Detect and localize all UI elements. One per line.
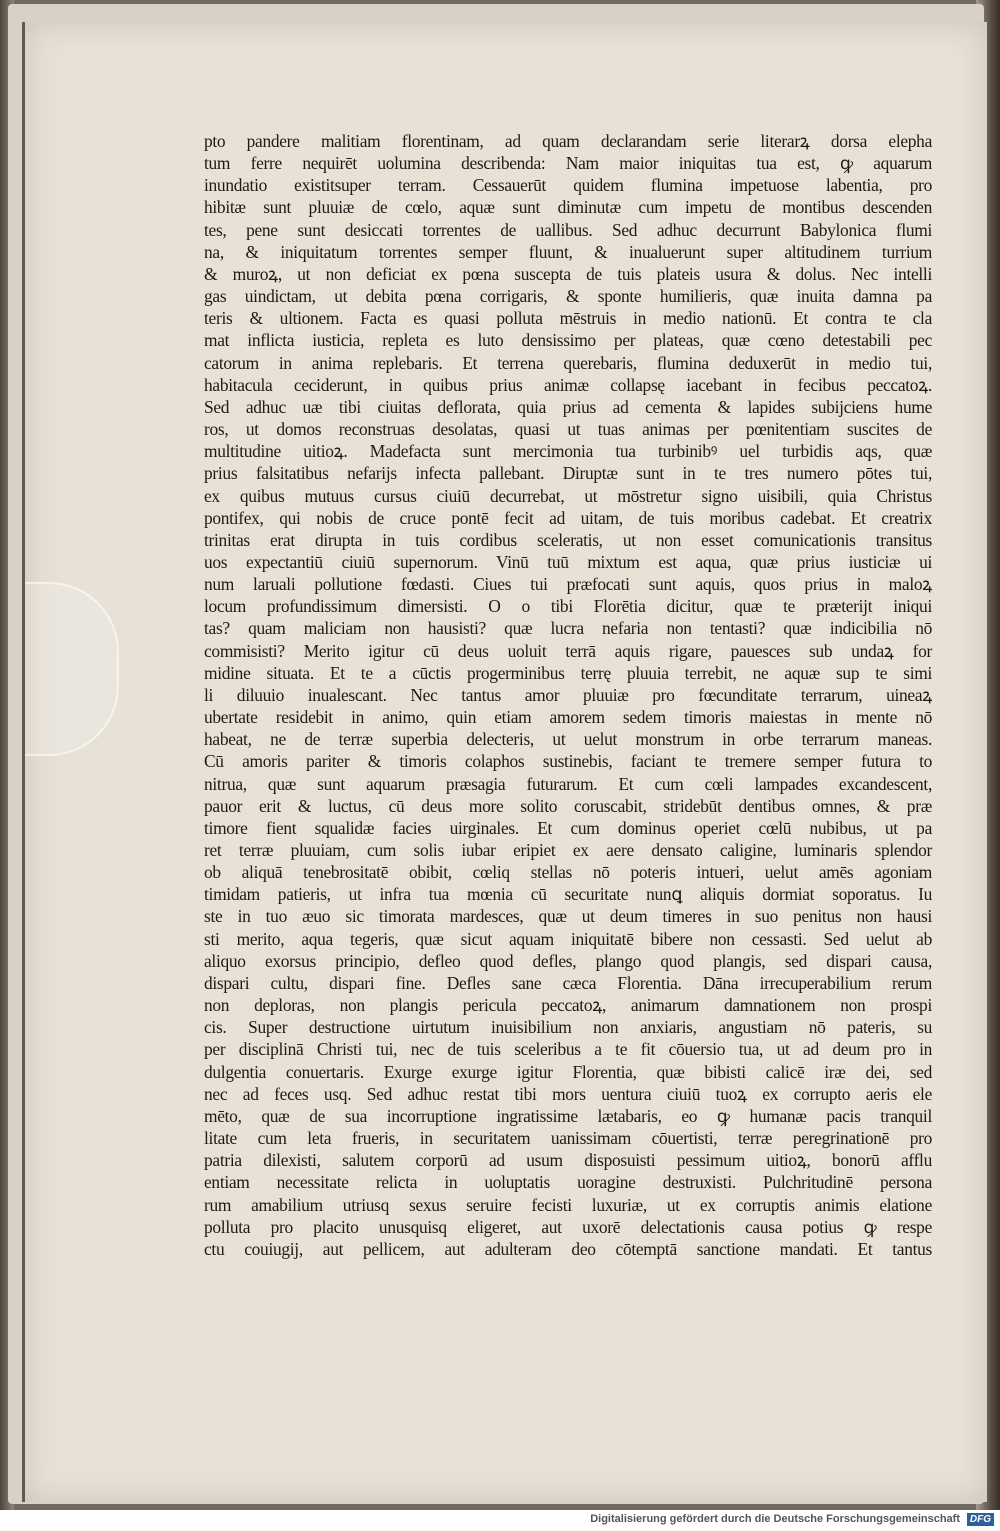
text-line: hibitæ sunt pluuiæ de cœlo, aquæ sunt diminutæ cum impetu de montibus descenden [204,197,932,218]
text-line: ex quibus mutuus cursus ciuiū decurrebat, ut mōstretur signo uisibili, quia Christus [204,485,932,506]
text-line: timore fient squalidæ facies uirginales. Et cum dominus operiet cœlū nubibus, ut pa [204,817,932,838]
text-line: num laruali pollutione fœdasti. Ciues tui præfocati sunt aquis, quos prius in maloꝝ [204,574,932,595]
text-line: per disciplinā Christi tui, nec de tuis sceleribus a te fit cōuersio tua, ut ad deum pro in [204,1039,932,1060]
text-line: non deploras, non plangis pericula peccatoꝝ, animarum damnationem non prospi [204,995,932,1016]
page-holder-clip [25,582,119,756]
text-line: dulgentia conuertaris. Exurge exurge igitur Florentia, quæ bibisti calicē iræ dei, sed [204,1061,932,1082]
text-line: sti merito, aqua tegeris, quæ sicut aquam iniquitatē bibere non cessasti. Sed uelut ab [204,928,932,949]
body-text [204,130,932,1260]
text-line: habitacula ceciderunt, in quibus prius animæ collapsę iacebant in fecibus peccatoꝝ. [204,374,932,395]
funding-credit: Digitalisierung gefördert durch die Deutsche Forschungsgemeinschaft [590,1513,960,1525]
text-line: locum profundissimum dimersisti. O o tibi Florētia dicitur, quæ te præterijt iniqui [204,596,932,617]
text-line: mēto, quæ de sua incorruptione ingratissime lætabaris, eo ꝙ humanæ pacis tranquil [204,1105,932,1126]
text-line: tas? quam maliciam non hausisti? quæ lucra nefaria non tentasti? quæ indicibilia nō [204,618,932,639]
text-line: li diluuio inualescant. Nec tantus amor pluuiæ pro fœcunditate terrarum, uineaꝝ [204,684,932,705]
text-line: habeat, ne de terræ superbia delecteris, ut uelut monstrum in orbe terrarum maneas. [204,729,932,750]
footer-bar [0,1510,1000,1531]
text-line: na, & iniquitatum torrentes semper fluunt, & inualuerunt super altitudinem turrium [204,241,932,262]
text-line: ros, ut domos reconstruas desolatas, quasi ut tuas animas per pœnitentiam suscites de [204,419,932,440]
text-line: inundatio existitsuper terram. Cessauerūt quidem flumina impetuose labentia, pro [204,175,932,196]
text-line: nitrua, quæ sunt aquarum præsagia futurarum. Et cum cœli lampades excandescent, [204,773,932,794]
text-line: pauor erit & luctus, cū deus more solito coruscabit, stridebūt dentibus omnes, & præ [204,795,932,816]
text-line: & muroꝝ, ut non deficiat ex pœna suscepta de tuis plateis usura & dolus. Nec intelli [204,263,932,284]
text-line: midine situata. Et te a cūctis progerminibus terrę pluuia terrebit, ne aquæ sup te simi [204,662,932,683]
text-line: trinitas erat dirupta in tuis cordibus sceleratis, ut non esset comunicationis transitus [204,529,932,550]
text-line: entiam necessitate relicta in uoluptatis uoragine destruxisti. Pulchritudinē persona [204,1172,932,1193]
text-line: aliquo exorsus principio, defleo quod defles, plango quod plangis, sed dispari causa, [204,950,932,971]
text-line: gas uindictam, ut debita pœna corrigaris, & sponte humilieris, quæ inuita damna pa [204,286,932,307]
text-line: cis. Super destructione uirtutum inuisibilium non anxiaris, angustiam nō pateris, su [204,1017,932,1038]
text-line: ubertate residebit in animo, quin etiam amorem sedem timoris maiestas in mente nō [204,707,932,728]
text-line: Cū amoris pariter & timoris colaphos sustinebis, faciant te tremere semper futura to [204,751,932,772]
text-line: commisisti? Merito igitur cū deus uoluit terrā aquis rigare, pauesces sub undaꝝ for [204,640,932,661]
text-line: nec ad feces usq. Sed adhuc restat tibi mors uentura ciuiū tuoꝝ ex corrupto aeris ele [204,1083,932,1104]
text-line: mat inflicta iusticia, repleta es luto densissimo per plateas, quæ cœno detestabili pec [204,330,932,351]
text-line: timidam patieris, ut infra tua mœnia cū securitate nunꝗ aliquis dormiat soporatus. Iu [204,884,932,905]
text-line: ret terræ pluuiam, cum solis iubar eripiet ex aere densato caligine, luminaris splendor [204,840,932,860]
text-line: tes, pene sunt desiccati torrentes de uallibus. Sed adhuc decurrunt Babylonica flumi [204,219,932,240]
text-line: litate cum leta frueris, in securitatem uanissimam cōuertisti, terræ peregrinationē pro [204,1128,932,1149]
dfg-logo: DFG [967,1513,994,1526]
text-line: tum ferre nequirēt uolumina describenda: Nam maior iniquitas tua est, ꝙ aquarum [204,153,932,174]
text-line: ste in tuo æuo sic timorata mardesces, quæ ut deum timeres in suo penitus non hausi [204,906,932,927]
text-line: pto pandere malitiam florentinam, ad quam declarandam serie literarꝝ dorsa elepha [204,131,932,151]
text-line: prius falsitatibus nefarijs infecta pallebant. Diruptæ sunt in te tres numero pōtes tui, [204,463,932,484]
text-line: pontifex, qui nobis de cruce pontē fecit ad uitam, de tuis moribus cadebat. Et creatrix [204,507,932,528]
text-line: patria dilexisti, salutem corporū ad usum disposuisti pessimum uitioꝝ, bonorū afflu [204,1150,932,1171]
text-line: dispari cultu, dispari fine. Defles sane cæca Florentia. Dāna irrecuperabilium rerum [204,972,932,993]
text-line: polluta pro placito unusquisq eligeret, aut uxorē delectationis causa potius ꝙ respe [204,1216,932,1237]
text-line: uos expectantiū ciuiū supernorum. Vinū tuū mixtum est aqua, quæ prius iusticiæ ui [204,551,932,572]
text-line: multitudine uitioꝝ. Madefacta sunt mercimonia tua turbinibꝰ uel turbidis aqs, quæ [204,441,932,462]
text-line: ctu couiugij, aut pellicem, aut adulteram deo cōtemptā sanctione mandati. Et tantus [204,1238,932,1259]
text-line: rum amabilium utriusq sexus seruire fecisti luxuriæ, ut ex corruptis animis elatione [204,1194,932,1215]
text-line: catorum in anima replebaris. Et terrena querebaris, flumina deduxerūt in medio tui, [204,352,932,373]
text-line: teris & ultionem. Facta es quasi polluta mēstruis in medio nationū. Et contra te cla [204,308,932,329]
text-line: Sed adhuc uæ tibi ciuitas deflorata, quia prius ad cementa & lapides subijciens hume [204,396,932,417]
text-line: ob aliquā tenebrositatē obibit, cœliq stellas nō poteris intueri, uelut amēs agoniam [204,862,932,883]
